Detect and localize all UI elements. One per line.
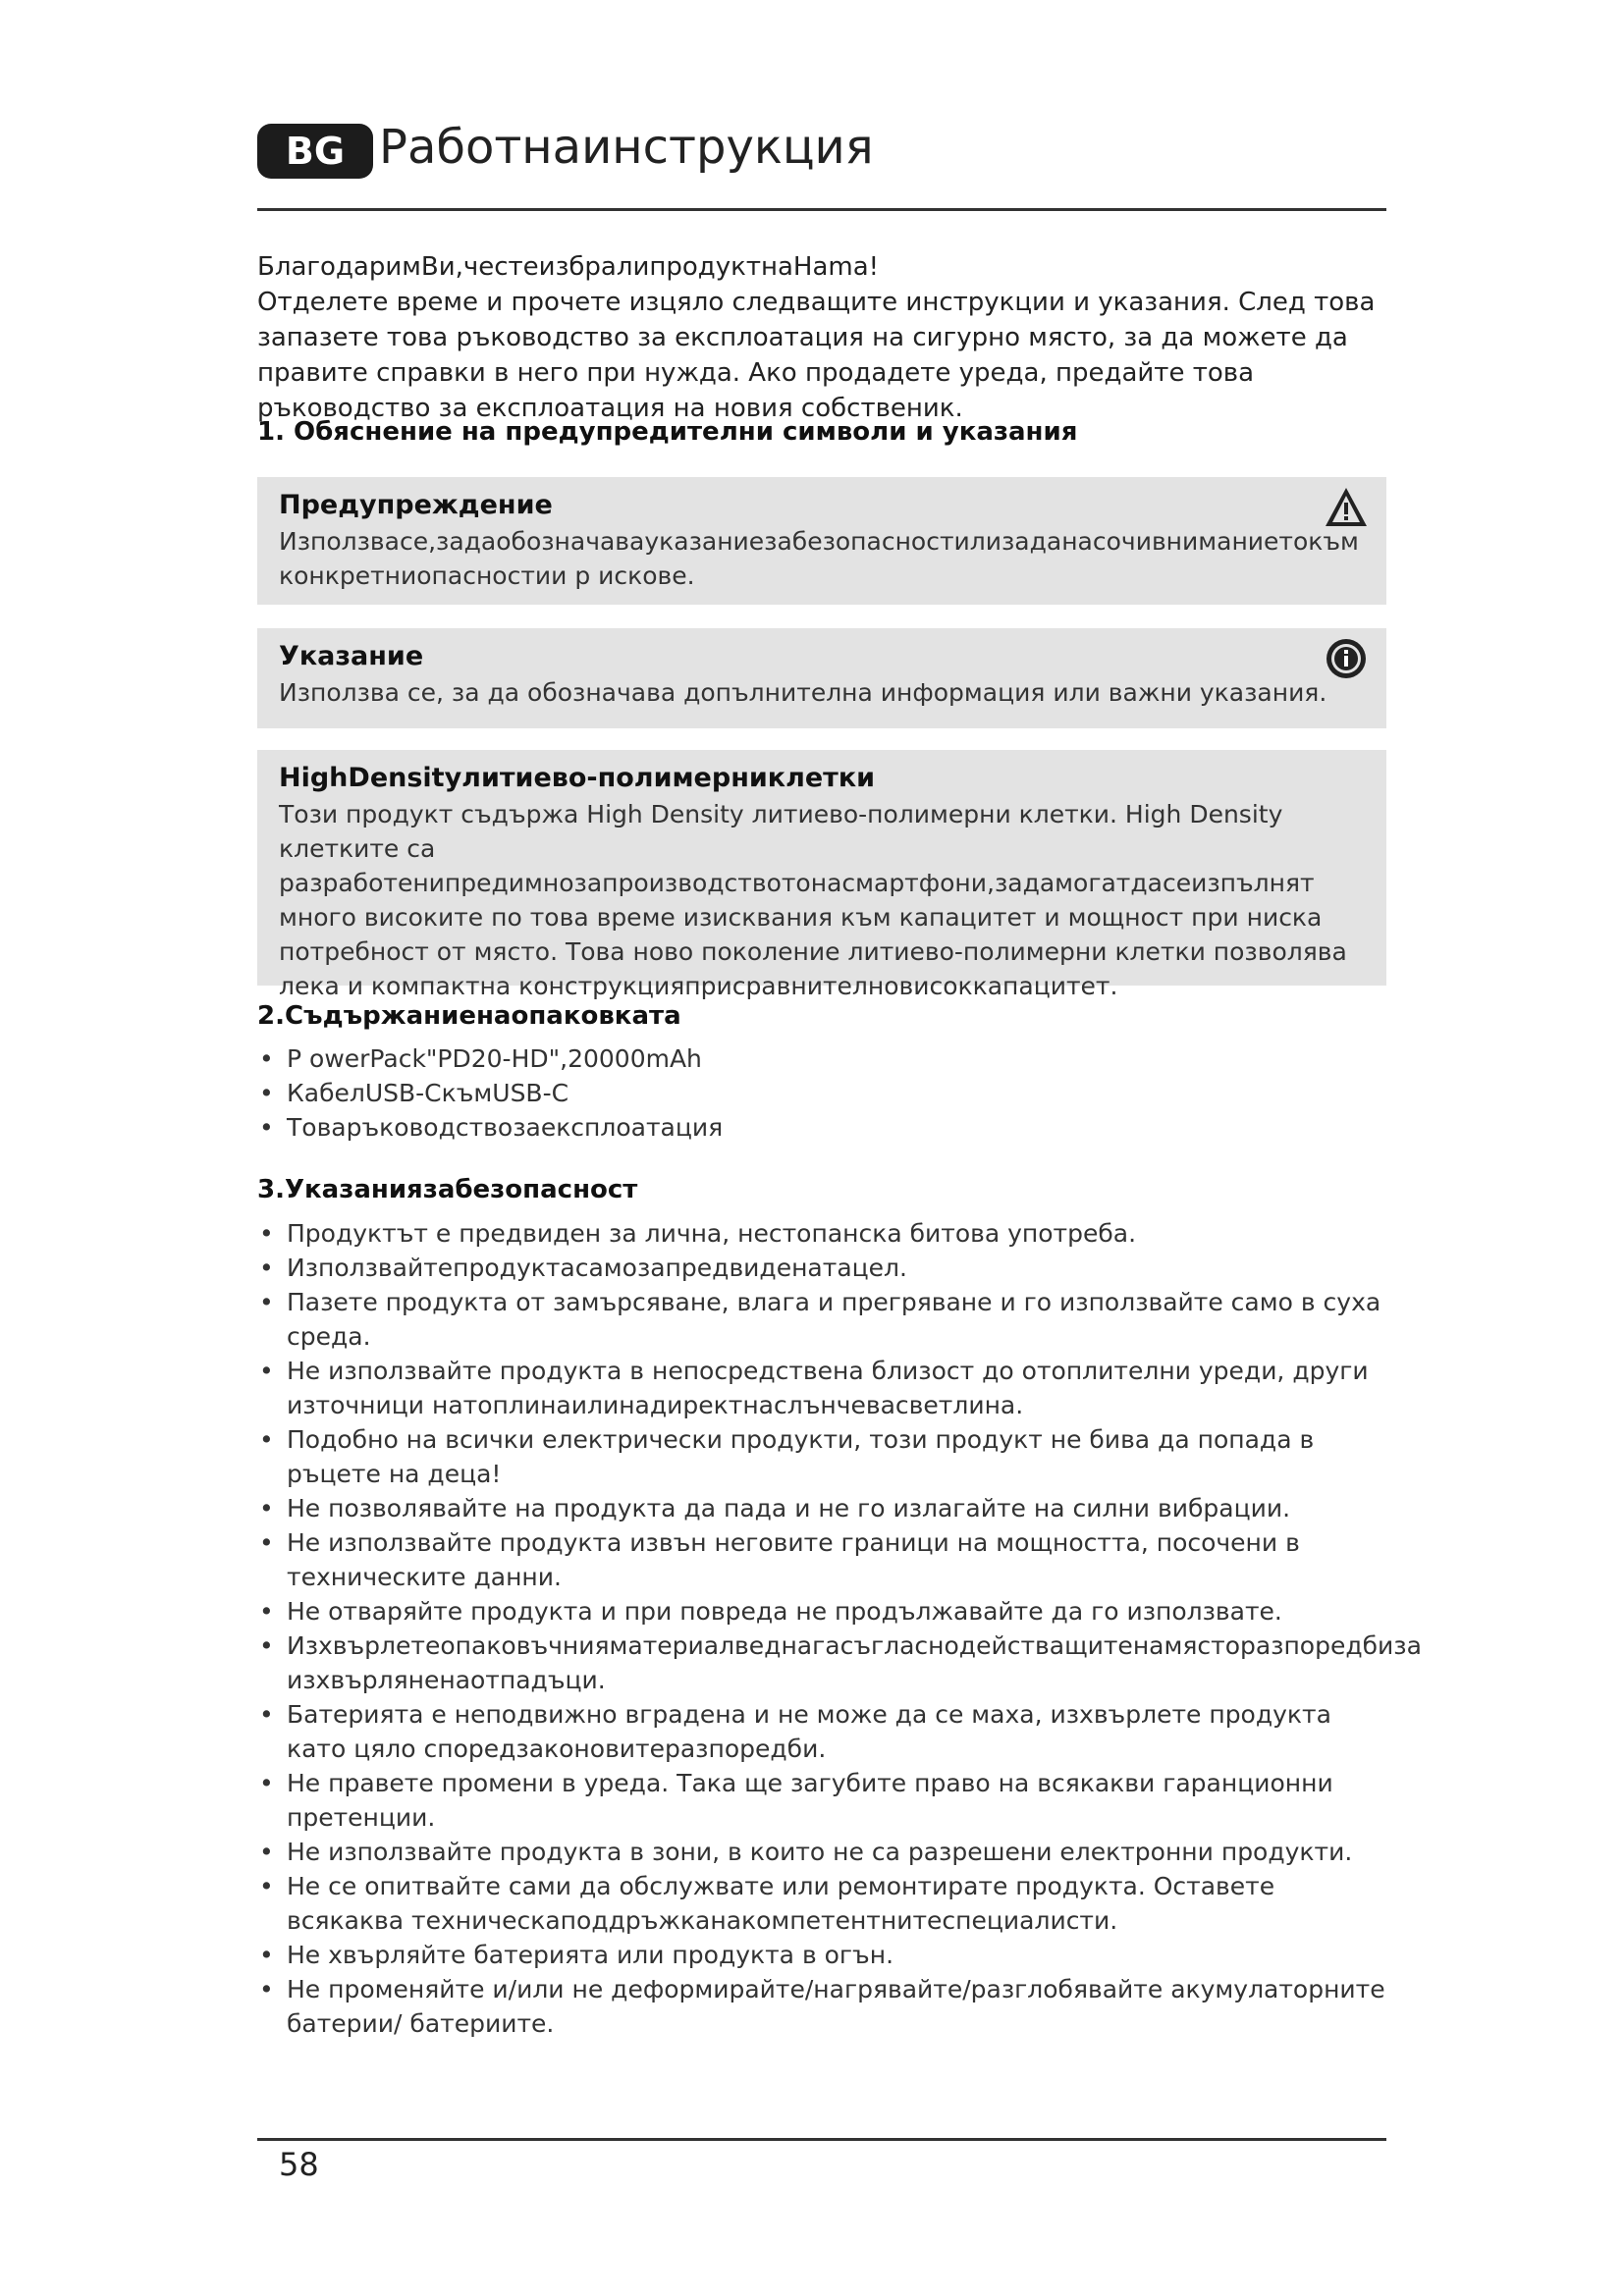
package-contents-list bbox=[257, 1041, 1386, 1145]
list-item: • Не хвърляйте батерията или продукта в огън. bbox=[257, 1938, 1386, 1972]
section-3-heading: 3.Указаниязабезопасност bbox=[257, 1175, 638, 1204]
note-title: Указание bbox=[279, 641, 424, 671]
list-item: • Продуктът е предвиден за лична, нестопанска битова употреба. bbox=[257, 1216, 1386, 1251]
list-item: • Не използвайте продукта извън неговите граници на мощността, посочени в техническите данни. bbox=[257, 1525, 1386, 1594]
info-icon bbox=[1324, 636, 1369, 681]
list-item: • КабелUSB-СкъмUSB-C bbox=[257, 1076, 1386, 1110]
list-item: • Батерията е неподвижно вградена и не може да се маха, изхвърлете продукта като цяло споредзаконовитеразпоредби. bbox=[257, 1697, 1386, 1766]
page-title: Работнаинструкция bbox=[379, 120, 874, 175]
list-item: • Не използвайте продукта в зони, в които не са разрешени електронни продукти. bbox=[257, 1835, 1386, 1869]
intro-block bbox=[257, 249, 1386, 426]
footer-divider bbox=[257, 2138, 1386, 2141]
language-badge: BG bbox=[257, 124, 373, 179]
list-item: • Изхвърлетеопаковъчнияматериалведнагасъгласнодействащитенамясторазпоредбиза изхвърляненаотпадъци. bbox=[257, 1629, 1386, 1697]
section-1-heading: 1. Обяснение на предупредителни символи и указания bbox=[257, 417, 1078, 447]
note-text: Използва се, за да обозначава допълнителна информация или важни указания. bbox=[279, 678, 1327, 707]
list-item: • Не отваряйте продукта и при повреда не продължавайте да го използвате. bbox=[257, 1594, 1386, 1629]
cells-info-box bbox=[257, 750, 1386, 1000]
warning-text: Използвасе,задаобозначавауказаниезабезопасностилизаданасочивниманиетокъм конкретниопасностии р искове. bbox=[279, 527, 1359, 590]
warning-box bbox=[257, 477, 1386, 605]
page-header bbox=[257, 118, 1386, 211]
page-number: 58 bbox=[279, 2146, 319, 2183]
list-item: • Не позволявайте на продукта да пада и не го излагайте на силни вибрации. bbox=[257, 1491, 1386, 1525]
intro-greeting: БлагодаримВи,честеизбралипродуктнаHama! bbox=[257, 252, 880, 282]
intro-text: Отделете време и прочете изцяло следващите инструкции и указания. След това запазете това ръководство за експлоатация на сигурно място, за да можете да правите справки в него при нужда. Ако продадете уреда, предайте това ръководство за експлоатация на новия собственик. bbox=[257, 288, 1376, 423]
list-item: • Не използвайте продукта в непосредствена близост до отоплителни уреди, други източници натоплинаилинадиректнаслънчевасветлина. bbox=[257, 1354, 1386, 1422]
list-item: • Не правете промени в уреда. Така ще загубите право на всякакви гаранционни претенции. bbox=[257, 1766, 1386, 1835]
warning-triangle-icon bbox=[1324, 485, 1369, 530]
list-item: • Подобно на всички електрически продукти, този продукт не бива да попада в ръцете на деца! bbox=[257, 1422, 1386, 1491]
cells-title: HighDensityлитиево-полимерниклетки bbox=[279, 763, 876, 793]
list-item: • Товаръководствозаексплоатация bbox=[257, 1110, 1386, 1145]
cells-text: Този продукт съдържа High Density литиево-полимерни клетки. High Density клетките са разработенипредимнозапроизводствотонасмартфони,задамогатдасеизпълнят много високите по това време изисквания към капацитет и мощност при ниска потребност от място. Това ново поколение литиево-полимерни клетки позволява лека и компактна конструкцияприсравнителновисоккапацитет. bbox=[279, 800, 1347, 1000]
list-item: • Не се опитвайте сами да обслужвате или ремонтирате продукта. Оставете всякаква техническаподдръжканакомпетентнитеспециалисти. bbox=[257, 1869, 1386, 1938]
note-box bbox=[257, 628, 1386, 728]
section-2-heading: 2.Съдържаниенаопаковката bbox=[257, 1001, 681, 1031]
safety-instructions-list bbox=[257, 1216, 1422, 2041]
warning-title: Предупреждение bbox=[279, 490, 553, 520]
list-item: • P owerPack"PD20-HD",20000mAh bbox=[257, 1041, 1386, 1076]
list-item: • Използвайтепродуктасамозапредвиденатацел. bbox=[257, 1251, 1386, 1285]
list-item: • Не променяйте и/или не деформирайте/нагрявайте/разглобявайте акумулаторните батерии/ батериите. bbox=[257, 1972, 1386, 2041]
list-item: • Пазете продукта от замърсяване, влага и прегряване и го използвайте само в суха среда. bbox=[257, 1285, 1386, 1354]
